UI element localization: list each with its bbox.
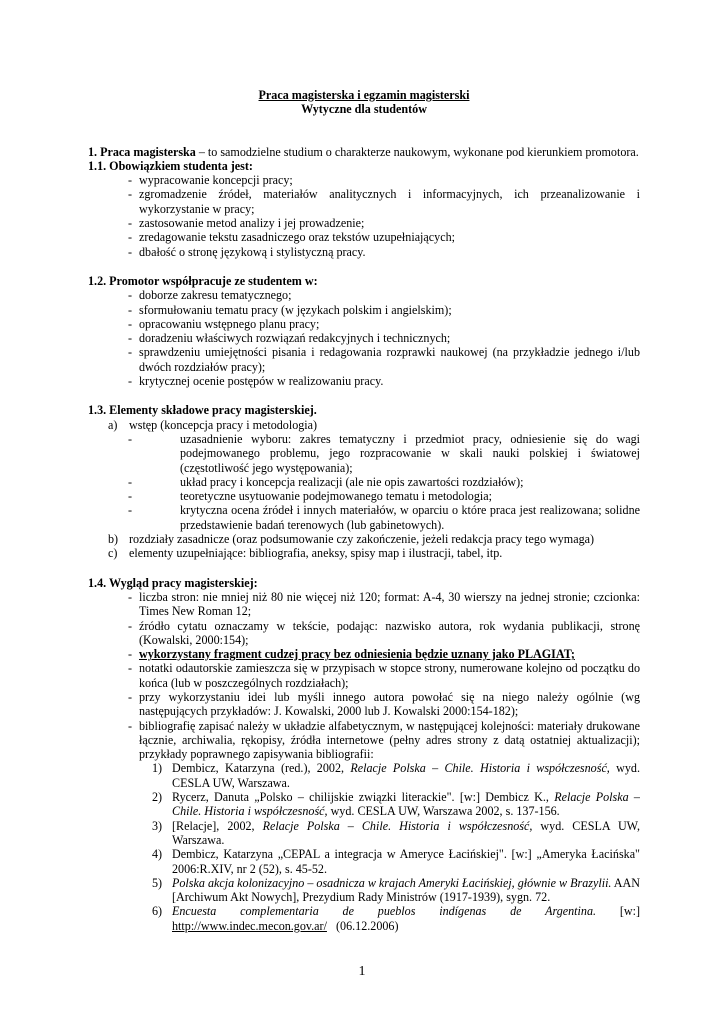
entry-rest: AAN [Archiwum Akt Nowych], Prezydium Rady Ministrów (1917-1939), sygn. 72. [172, 875, 641, 905]
list-item: - teoretyczne usytuowanie podejmowanego tematu i metodologia; [88, 489, 640, 503]
bibliography-entry [88, 790, 640, 819]
list-marker: a) [108, 417, 118, 432]
entry-text: Dembicz, Katarzyna (red.), 2002, [172, 761, 351, 776]
entry-number: 2) [152, 790, 163, 805]
entry-rest: wyd. CESLA UW, Warszawa. [172, 818, 641, 847]
entry-rest: [w:] [596, 904, 640, 919]
plagiarism-warning: wykorzystany fragment cudzej pracy bez odniesienia będzie uznany jako PLAGIAT; [139, 647, 575, 662]
entry-number: 6) [152, 904, 163, 919]
entry-text: Rycerz, Danuta „Polsko – chilijskie związki literackie". [w:] Dembicz K., [172, 790, 555, 805]
list-item: - opracowaniu wstępnego planu pracy; [88, 317, 640, 331]
list-item-c [88, 546, 640, 560]
page-number: 1 [358, 964, 366, 979]
list-item-text: rozdziały zasadnicze (oraz podsumowanie czy zakończenie, jeżeli redakcja pracy tego wymaga) [129, 532, 595, 547]
entry-number: 4) [152, 847, 163, 862]
bibliography-entry [88, 876, 640, 905]
list-item: - przy wykorzystaniu idei lub myśli innego autora powołać się na niego należy ogólnie (wg następujących przykładów: J. Kowalski, 2000 lub J. Kowalski 2000:154-182); [88, 690, 640, 719]
list-item-text: wstęp (koncepcja pracy i metodologia) [129, 417, 318, 432]
entry-title: Relacje Polska – Chile. Historia i współczesność, [350, 761, 610, 776]
document-title [88, 88, 640, 117]
section-1-3-list [88, 418, 640, 561]
bibliography-examples [88, 761, 640, 933]
entry-date: (06.12.2006) [326, 918, 399, 933]
section-1-lead: 1. Praca magisterska [88, 144, 196, 159]
entry-link[interactable]: http://www.indec.mecon.gov.ar/ [172, 918, 327, 933]
bibliography-entry [88, 761, 640, 790]
list-item-text: elementy uzupełniające: bibliografia, aneksy, spisy map i ilustracji, tabel, itp. [129, 546, 503, 561]
entry-number: 3) [152, 818, 163, 833]
list-item: - doradzeniu właściwych rozwiązań redakcyjnych i technicznych; [88, 331, 640, 345]
list-item: - układ pracy i koncepcja realizacji (ale nie opis zawartości rozdziałów); [88, 475, 640, 489]
list-item: - źródło cytatu oznaczamy w tekście, podając: nazwisko autora, rok wydania publikacji, stronę (Kowalski, 2000:154); [88, 619, 640, 648]
document-page [88, 88, 640, 933]
section-1-1-list [88, 173, 640, 259]
intro-sublist [88, 432, 640, 532]
list-item-b [88, 532, 640, 546]
title-line-2: Wytyczne dla studentów [301, 102, 427, 117]
entry-rest: wyd. CESLA UW, Warszawa. [172, 761, 640, 790]
list-item: - sprawdzeniu umiejętności pisania i redagowania rozprawki naukowej (na przykładzie jednego i/lub dwóch rozdziałów pracy); [88, 345, 640, 374]
section-1-3-heading: 1.3. Elementy składowe pracy magisterskiej. [88, 403, 317, 418]
list-marker: b) [108, 532, 119, 547]
entry-number: 1) [152, 761, 163, 776]
list-item: - krytyczna ocena źródeł i innych materiałów, w oparciu o które praca jest realizowana; solidne przedstawienie badań terenowych (lub gabinetowych). [88, 503, 640, 532]
entry-title: Relacje Polska – Chile. Historia i współczesność, [262, 818, 533, 833]
entry-number: 5) [152, 875, 163, 890]
entry-rest: wyd. CESLA UW, Warszawa 2002, s. 137-156. [327, 804, 560, 819]
bibliography-entry [88, 904, 640, 933]
section-1-intro [88, 145, 640, 159]
section-1-2-heading: 1.2. Promotor współpracuje ze studentem w: [88, 273, 318, 288]
list-item: - sformułowaniu tematu pracy (w językach polskim i angielskim); [88, 303, 640, 317]
bibliography-entry [88, 819, 640, 848]
section-1-4-heading: 1.4. Wygląd pracy magisterskiej: [88, 575, 258, 590]
list-item: - bibliografię zapisać należy w układzie alfabetycznym, w następującej kolejności: materiały drukowane łącznie, archiwalia, rękopisy, źródła internetowe (pełny adres strony z datą ostatniej aktualizacji); przykłady poprawnego zapisywania bibliografii: [88, 719, 640, 762]
section-1-2-list [88, 288, 640, 388]
list-item: - doborze zakresu tematycznego; [88, 288, 640, 302]
entry-title: Encuesta complementaria de pueblos indígenas de Argentina. [172, 904, 597, 919]
list-item: - wypracowanie koncepcji pracy; [88, 173, 640, 187]
entry-title: Polska akcja kolonizacyjno – osadnicza w krajach Ameryki Łacińskiej, głównie w Brazylii. [172, 875, 612, 890]
entry-title: Relacje Polska – Chile. Historia i współczesność, [172, 790, 640, 819]
section-1-4-list [88, 590, 640, 762]
section-1-1-heading: 1.1. Obowiązkiem studenta jest: [88, 158, 253, 173]
list-item: - uzasadnienie wyboru: zakres tematyczny i przedmiot pracy, odniesienie się do wagi podejmowanego problemu, jego rozpracowanie w skali nauki polskiej i światowej (częstotliwość jego występowania); [88, 432, 640, 475]
list-item: - zgromadzenie źródeł, materiałów analitycznych i informacyjnych, ich przeanalizowanie i wykorzystanie w pracy; [88, 187, 640, 216]
list-item [88, 647, 640, 661]
bibliography-entry [88, 847, 640, 876]
title-line-1: Praca magisterska i egzamin magisterski [258, 88, 470, 102]
list-item: - notatki odautorskie zamieszcza się w przypisach w stopce strony, numerowane kolejno od początku do końca (lub w poszczególnych rozdziałach); [88, 661, 640, 690]
list-marker: c) [108, 546, 118, 561]
list-item: - dbałość o stronę językową i stylistyczną pracy. [88, 245, 640, 259]
entry-text: [Relacje], 2002, [172, 818, 263, 833]
entry-text: Dembicz, Katarzyna „CEPAL a integracja w Ameryce Łacińskiej". [w:] „Ameryka Łacińska" 2006:R.XIV, nr 2 (52), s. 45-52. [172, 847, 640, 876]
section-1-definition: – to samodzielne studium o charakterze naukowym, wykonane pod kierunkiem promotora. [195, 144, 639, 159]
list-item: - zastosowanie metod analizy i jej prowadzenie; [88, 216, 640, 230]
list-item: - zredagowanie tekstu zasadniczego oraz tekstów uzupełniających; [88, 230, 640, 244]
list-item-a [88, 418, 640, 532]
list-item: - krytycznej ocenie postępów w realizowaniu pracy. [88, 374, 640, 388]
list-item: - liczba stron: nie mniej niż 80 nie więcej niż 120; format: A-4, 30 wierszy na jednej stronie; czcionka: Times New Roman 12; [88, 590, 640, 619]
